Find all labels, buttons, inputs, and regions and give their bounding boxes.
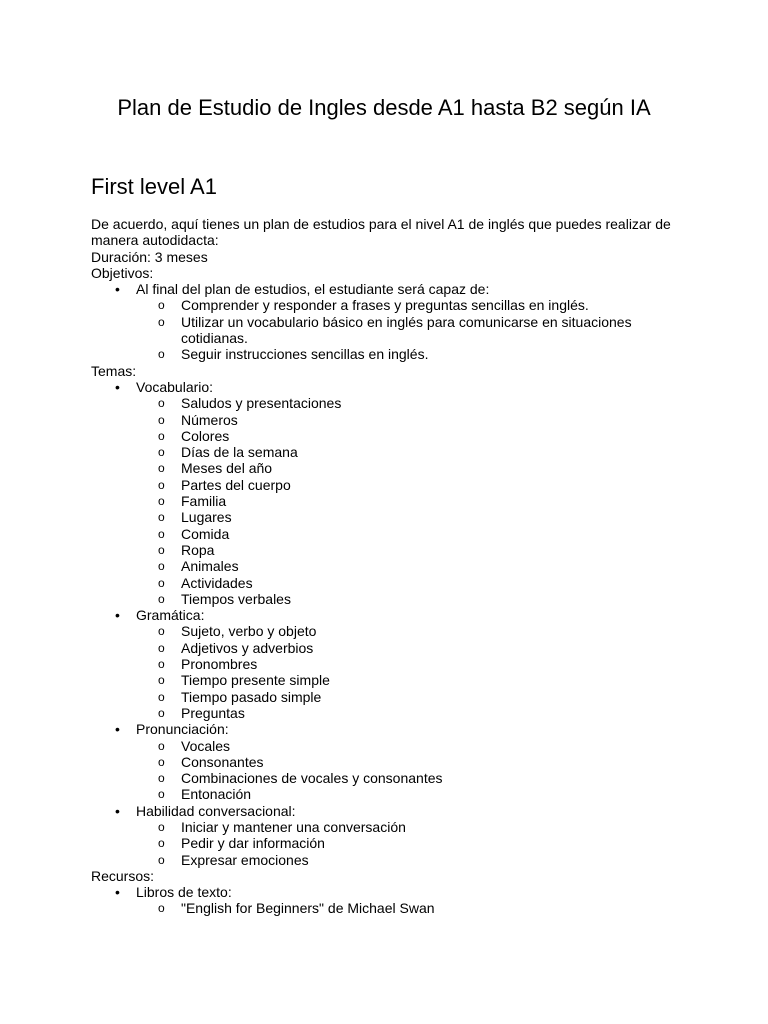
document-title: Plan de Estudio de Ingles desde A1 hasta B2 según IA: [117, 95, 651, 120]
sub-list-item-text: Saludos y presentaciones: [181, 395, 342, 412]
sub-list-item: [136, 738, 681, 754]
sub-list-item-text: Pronombres: [181, 656, 258, 673]
list-item: [91, 721, 681, 802]
sub-list-item: [136, 900, 681, 916]
sub-list-item-text: Actividades: [181, 574, 253, 591]
sub-list-item-text: Seguir instrucciones sencillas en inglés.: [181, 346, 429, 363]
sub-list-item-text: Lugares: [181, 509, 232, 526]
sub-list-item-text: Consonantes: [181, 753, 264, 770]
sub-list-item-text: "English for Beginners" de Michael Swan: [181, 900, 435, 917]
bullet-circle-icon: o: [158, 640, 165, 655]
list-item-text: Gramática:: [136, 607, 205, 624]
list-item: [91, 607, 681, 721]
bullet-circle-icon: o: [158, 689, 165, 704]
sub-list-item: [136, 477, 681, 493]
bullet-circle-icon: o: [158, 836, 165, 851]
sub-list: [136, 297, 681, 362]
sub-list-item: [136, 689, 681, 705]
sub-list-item-text: Colores: [181, 427, 230, 444]
bullet-circle-icon: o: [158, 705, 165, 720]
sub-list: [136, 623, 681, 721]
sub-list-item: [136, 460, 681, 476]
bullet-dot-icon: •: [115, 721, 120, 738]
sub-list-item-text: Entonación: [181, 786, 252, 803]
bullet-dot-icon: •: [115, 802, 120, 819]
list-item: [91, 379, 681, 607]
bullet-circle-icon: o: [158, 461, 165, 476]
sub-list-item: [136, 640, 681, 656]
bullet-circle-icon: o: [158, 396, 165, 411]
sub-list-item: [136, 623, 681, 639]
topics-list: [91, 379, 681, 868]
bullet-circle-icon: o: [158, 657, 165, 672]
sub-list-item: [136, 558, 681, 574]
resources-list: [91, 884, 681, 917]
bullet-dot-icon: •: [115, 884, 120, 901]
sub-list-item: [136, 656, 681, 672]
bullet-circle-icon: o: [158, 445, 165, 460]
sub-list-item-text: Días de la semana: [181, 444, 298, 461]
intro-paragraph: De acuerdo, aquí tienes un plan de estudios para el nivel A1 de inglés que puedes realizar de manera autodidacta:: [91, 216, 671, 249]
sub-list-item-text: Familia: [181, 493, 227, 510]
sub-list: [136, 819, 681, 868]
list-item-text: Vocabulario:: [136, 378, 214, 395]
section-content: [91, 216, 681, 917]
list-item-text: Libros de texto:: [136, 884, 232, 901]
sub-list-item-text: Combinaciones de vocales y consonantes: [181, 770, 443, 787]
list-item-text: Habilidad conversacional:: [136, 802, 296, 819]
sub-list-item-text: Vocales: [181, 737, 231, 754]
bullet-dot-icon: •: [115, 378, 120, 395]
sub-list-item: [136, 835, 681, 851]
list-item: [91, 803, 681, 868]
sub-list-item: [136, 591, 681, 607]
sub-list-item: [136, 526, 681, 542]
bullet-circle-icon: o: [158, 428, 165, 443]
resources-label: Recursos:: [91, 867, 155, 884]
bullet-circle-icon: o: [158, 347, 165, 362]
bullet-circle-icon: o: [158, 526, 165, 541]
sub-list-item: [136, 754, 681, 770]
bullet-circle-icon: o: [158, 624, 165, 639]
bullet-circle-icon: o: [158, 477, 165, 492]
sub-list-item-text: Adjetivos y adverbios: [181, 639, 314, 656]
bullet-circle-icon: o: [158, 510, 165, 525]
bullet-circle-icon: o: [158, 575, 165, 590]
sub-list-item: [136, 770, 681, 786]
sub-list-item-text: Números: [181, 411, 238, 428]
bullet-circle-icon: o: [158, 852, 165, 867]
bullet-circle-icon: o: [158, 754, 165, 769]
bullet-circle-icon: o: [158, 787, 165, 802]
bullet-circle-icon: o: [158, 542, 165, 557]
sub-list-item-text: Preguntas: [181, 704, 245, 721]
sub-list-item-text: Sujeto, verbo y objeto: [181, 623, 317, 640]
sub-list-item: [136, 705, 681, 721]
bullet-circle-icon: o: [158, 298, 165, 313]
sub-list-item: [136, 493, 681, 509]
sub-list-item-text: Comprender y responder a frases y preguntas sencillas en inglés.: [181, 297, 589, 314]
sub-list-item-text: Tiempo presente simple: [181, 672, 330, 689]
sub-list-item-text: Utilizar un vocabulario básico en inglés para comunicarse en situaciones cotidianas.: [181, 313, 632, 347]
sub-list-item: [136, 346, 681, 362]
bullet-circle-icon: o: [158, 494, 165, 509]
list-item-text: Pronunciación:: [136, 721, 229, 738]
sub-list-item-text: Tiempo pasado simple: [181, 688, 322, 705]
sub-list: [136, 395, 681, 607]
sub-list-item: [136, 672, 681, 688]
topics-label: Temas:: [91, 362, 137, 379]
sub-list-item-text: Tiempos verbales: [181, 590, 291, 607]
bullet-circle-icon: o: [158, 591, 165, 606]
bullet-circle-icon: o: [158, 412, 165, 427]
sub-list-item: [136, 509, 681, 525]
sub-list-item-text: Partes del cuerpo: [181, 476, 291, 493]
sub-list-item: [136, 542, 681, 558]
sub-list-item-text: Pedir y dar información: [181, 835, 325, 852]
bullet-circle-icon: o: [158, 738, 165, 753]
sub-list-item: [136, 786, 681, 802]
sub-list-item: [136, 444, 681, 460]
duration-line: Duración: 3 meses: [91, 248, 208, 265]
sub-list-item: [136, 428, 681, 444]
sub-list-item: [136, 297, 681, 313]
bullet-circle-icon: o: [158, 673, 165, 688]
list-item: [91, 281, 681, 362]
sub-list-item: [136, 395, 681, 411]
sub-list-item: [136, 852, 681, 868]
sub-list-item-text: Animales: [181, 558, 239, 575]
bullet-circle-icon: o: [158, 901, 165, 916]
sub-list-item: [136, 412, 681, 428]
list-item-text: Al final del plan de estudios, el estudiante será capaz de:: [136, 281, 490, 298]
list-item: [91, 884, 681, 917]
sub-list-item-text: Meses del año: [181, 460, 273, 477]
bullet-dot-icon: •: [115, 607, 120, 624]
sub-list-item-text: Iniciar y mantener una conversación: [181, 818, 406, 835]
bullet-circle-icon: o: [158, 819, 165, 834]
sub-list-item: [136, 575, 681, 591]
sub-list-item-text: Expresar emociones: [181, 851, 309, 868]
objectives-list: [91, 281, 681, 362]
bullet-circle-icon: o: [158, 771, 165, 786]
sub-list-item-text: Ropa: [181, 541, 215, 558]
bullet-circle-icon: o: [158, 559, 165, 574]
sub-list-item: [136, 314, 681, 347]
bullet-circle-icon: o: [158, 314, 165, 329]
sub-list-item: [136, 819, 681, 835]
sub-list-item-text: Comida: [181, 525, 230, 542]
bullet-dot-icon: •: [115, 281, 120, 298]
sub-list: [136, 900, 681, 916]
section-heading: First level A1: [91, 174, 217, 199]
sub-list: [136, 738, 681, 803]
objectives-label: Objetivos:: [91, 264, 154, 281]
